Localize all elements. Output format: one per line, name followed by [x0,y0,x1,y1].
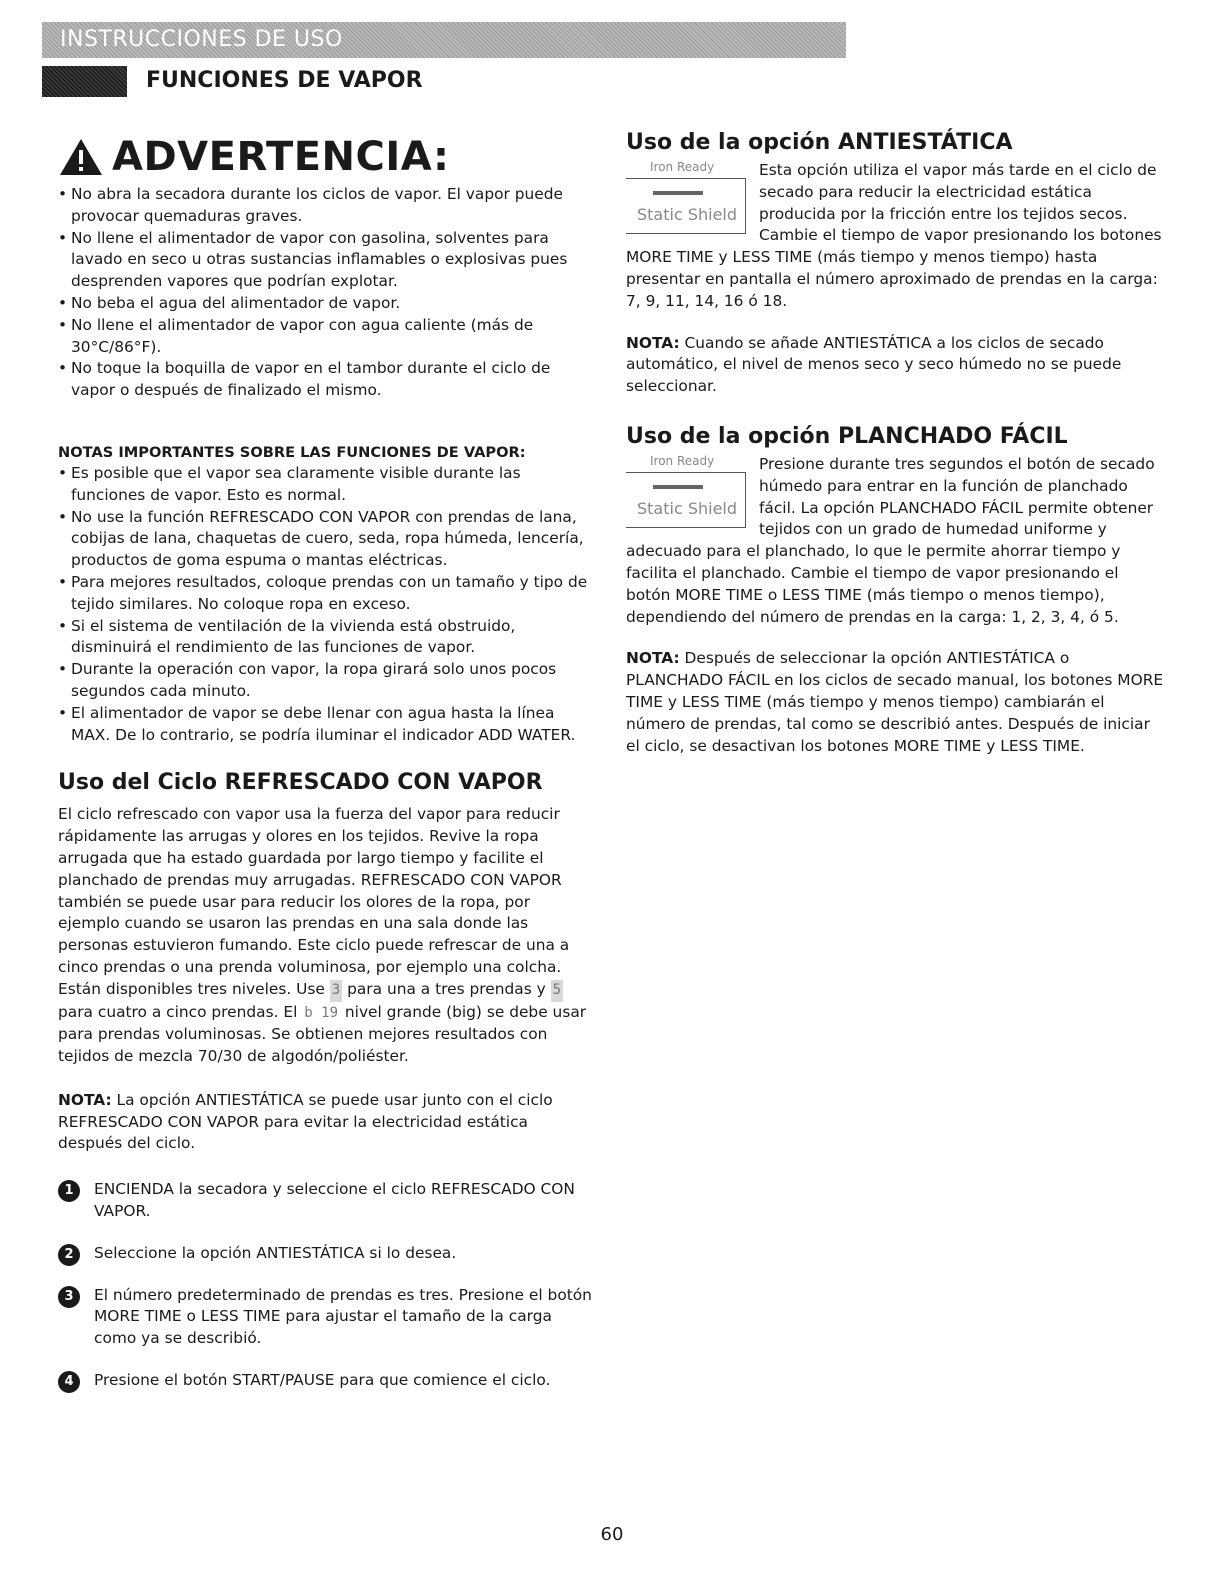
note-text: Cuando se añade ANTIESTÁTICA a los ciclos de secado automático, el nivel de menos seco y seco húmedo no se puede seleccionar. [626,333,1122,396]
easyiron-block [626,454,1166,628]
warning-title: ADVERTENCIA: [112,134,450,180]
list-item: • No toque la boquilla de vapor en el tambor durante el ciclo de vapor o después de finalizado el mismo. [58,358,594,402]
heading-block-decoration [42,66,127,97]
step-item [58,1243,594,1265]
note-text: Después de seleccionar la opción ANTIESTÁTICA o PLANCHADO FÁCIL en los ciclos de secado manual, los botones MORE TIME y LESS TIME (más tiempo y menos tiempo) cambiarán el número de prendas, tal como se describió antes. Después de iniciar el ciclo, se desactivan los botones MORE TIME y LESS TIME. [626,649,1164,755]
list-item: • No beba el agua del alimentador de vapor. [58,293,594,315]
list-item: • No abra la secadora durante los ciclos de vapor. El vapor puede provocar quemaduras graves. [58,184,594,228]
refresh-heading [58,768,594,798]
panel-frame [626,178,746,234]
note-label: NOTA: [58,1090,112,1109]
refresh-body-text-4: nivel grande (big) se debe usar para prendas voluminosas. Se obtienen mejores resultados con tejidos de mezcla 70/30 de algodón/poliéster. [58,1002,587,1066]
section-banner [42,22,846,58]
control-panel-illustration [626,454,756,530]
indicator-light [653,485,703,489]
list-item: • El alimentador de vapor se debe llenar con agua hasta la línea MAX. De lo contrario, se podría iluminar el indicador ADD WATER. [58,703,594,747]
section-title: INSTRUCCIONES DE USO [60,27,343,52]
antistatic-note [626,333,1166,398]
panel-frame [626,472,746,528]
refresh-body [58,804,594,1068]
step-text: El número predeterminado de prendas es tres. Presione el botón MORE TIME o LESS TIME para ajustar el tamaño de la carga como ya se describió. [94,1285,592,1348]
left-column [58,132,594,1407]
list-item: • Durante la operación con vapor, la ropa girará solo unos pocos segundos cada minuto. [58,659,594,703]
list-item: • No llene el alimentador de vapor con agua caliente (más de 30°C/86°F). [58,315,594,359]
easyiron-heading-bold: PLANCHADO FÁCIL [838,423,1068,449]
display-level-5: 5 [551,980,563,1002]
steps-list [58,1179,594,1392]
refresh-body-text-3: para cuatro a cinco prendas. El [58,1002,303,1021]
step-number: 4 [58,1371,80,1393]
step-text: ENCIENDA la secadora y seleccione el ciclo REFRESCADO CON VAPOR. [94,1180,575,1221]
easyiron-heading-prefix: Uso de la opción [626,423,838,449]
note-text: La opción ANTIESTÁTICA se puede usar junto con el ciclo REFRESCADO CON VAPOR para evitar la electricidad estática después del ciclo. [58,1090,553,1153]
antistatic-block [626,160,1166,313]
display-level-big: b 19 [304,1004,339,1021]
antistatic-body: Esta opción utiliza el vapor más tarde en el ciclo de secado para reducir la electricidad estática producida por la fricción entre los tejidos secos. Cambie el tiempo de vapor presionando los botones MORE TIME y LESS TIME (más tiempo y menos tiempo) hasta presentar en pantalla el número aproximado de prendas en la carga: 7, 9, 11, 14, 16 ó 18. [626,161,1162,310]
step-item [58,1285,594,1350]
step-text: Presione el botón START/PAUSE para que comience el ciclo. [94,1371,551,1390]
note-label: NOTA: [626,333,680,352]
control-panel-illustration [626,160,756,236]
refresh-body-text-1: El ciclo refrescado con vapor usa la fuerza del vapor para reducir rápidamente las arrugas y olores en los tejidos. Revive la ropa arrugada que ha estado guardada por largo tiempo y facilite el planchado de prendas muy arrugadas. REFRESCADO CON VAPOR también se puede usar para reducir los olores de la ropa, por ejemplo cuando se usaron las prendas en una sala donde las personas estuvieron fumando. Este ciclo puede refrescar de una a cinco prendas o una prenda voluminosa, por ejemplo una colcha. Están disponibles tres niveles. Use [58,805,570,998]
iron-ready-label: Iron Ready [650,453,715,468]
easyiron-body: Presione durante tres segundos el botón de secado húmedo para entrar en la función de planchado fácil. La opción PLANCHADO FÁCIL permite obtener tejidos con un grado de humedad uniforme y adecuado para el planchado, lo que le permite ahorrar tiempo y facilita el planchado. Cambie el tiempo de vapor presionando el botón MORE TIME o LESS TIME (más tiempo o menos tiempo), dependiendo del número de prendas en la carga: 1, 2, 3, 4, ó 5. [626,454,1155,626]
step-item [58,1179,594,1223]
step-number: 3 [58,1286,80,1308]
static-shield-label: Static Shield [637,205,738,224]
notes-list [58,463,594,746]
subsection-title: FUNCIONES DE VAPOR [146,68,423,93]
list-item: • No llene el alimentador de vapor con gasolina, solventes para lavado en seco u otras sustancias inflamables o explosivas pues desprenden vapores que podrían explotar. [58,228,594,293]
list-item: • Es posible que el vapor sea claramente visible durante las funciones de vapor. Esto es normal. [58,463,594,507]
easyiron-note [626,648,1166,757]
notes-title: NOTAS IMPORTANTES SOBRE LAS FUNCIONES DE VAPOR: [58,443,526,461]
antistatic-heading [626,128,1166,158]
refresh-note [58,1090,594,1155]
step-item [58,1370,594,1392]
warning-list [58,184,594,402]
list-item: • Si el sistema de ventilación de la vivienda está obstruido, disminuirá el rendimiento de las funciones de vapor. [58,616,594,660]
step-text: Seleccione la opción ANTIESTÁTICA si lo desea. [94,1243,457,1262]
page-number: 60 [600,1524,624,1545]
iron-ready-label: Iron Ready [650,160,715,174]
antistatic-heading-bold: ANTIESTÁTICA [838,130,1013,155]
step-number: 2 [58,1244,80,1266]
warning-heading [58,132,594,182]
step-number: 1 [58,1180,80,1202]
easyiron-heading [626,422,1166,452]
indicator-light [653,191,703,195]
antistatic-heading-prefix: Uso de la opción [626,130,838,155]
list-item: • Para mejores resultados, coloque prendas con un tamaño y tipo de tejido similares. No coloque ropa en exceso. [58,572,594,616]
list-item: • No use la función REFRESCADO CON VAPOR con prendas de lana, cobijas de lana, chaquetas de cuero, seda, ropa húmeda, lencería, productos de goma espuma o mantas eléctricas. [58,507,594,572]
refresh-heading-bold: REFRESCADO CON VAPOR [224,770,543,796]
static-shield-label: Static Shield [637,498,738,518]
right-column [626,128,1166,757]
warning-triangle-icon [58,137,104,177]
refresh-heading-prefix: Uso del Ciclo [58,770,225,796]
note-label: NOTA: [626,649,680,668]
display-level-3: 3 [330,980,342,1002]
refresh-body-text-2: para una a tres prendas y [342,979,551,998]
